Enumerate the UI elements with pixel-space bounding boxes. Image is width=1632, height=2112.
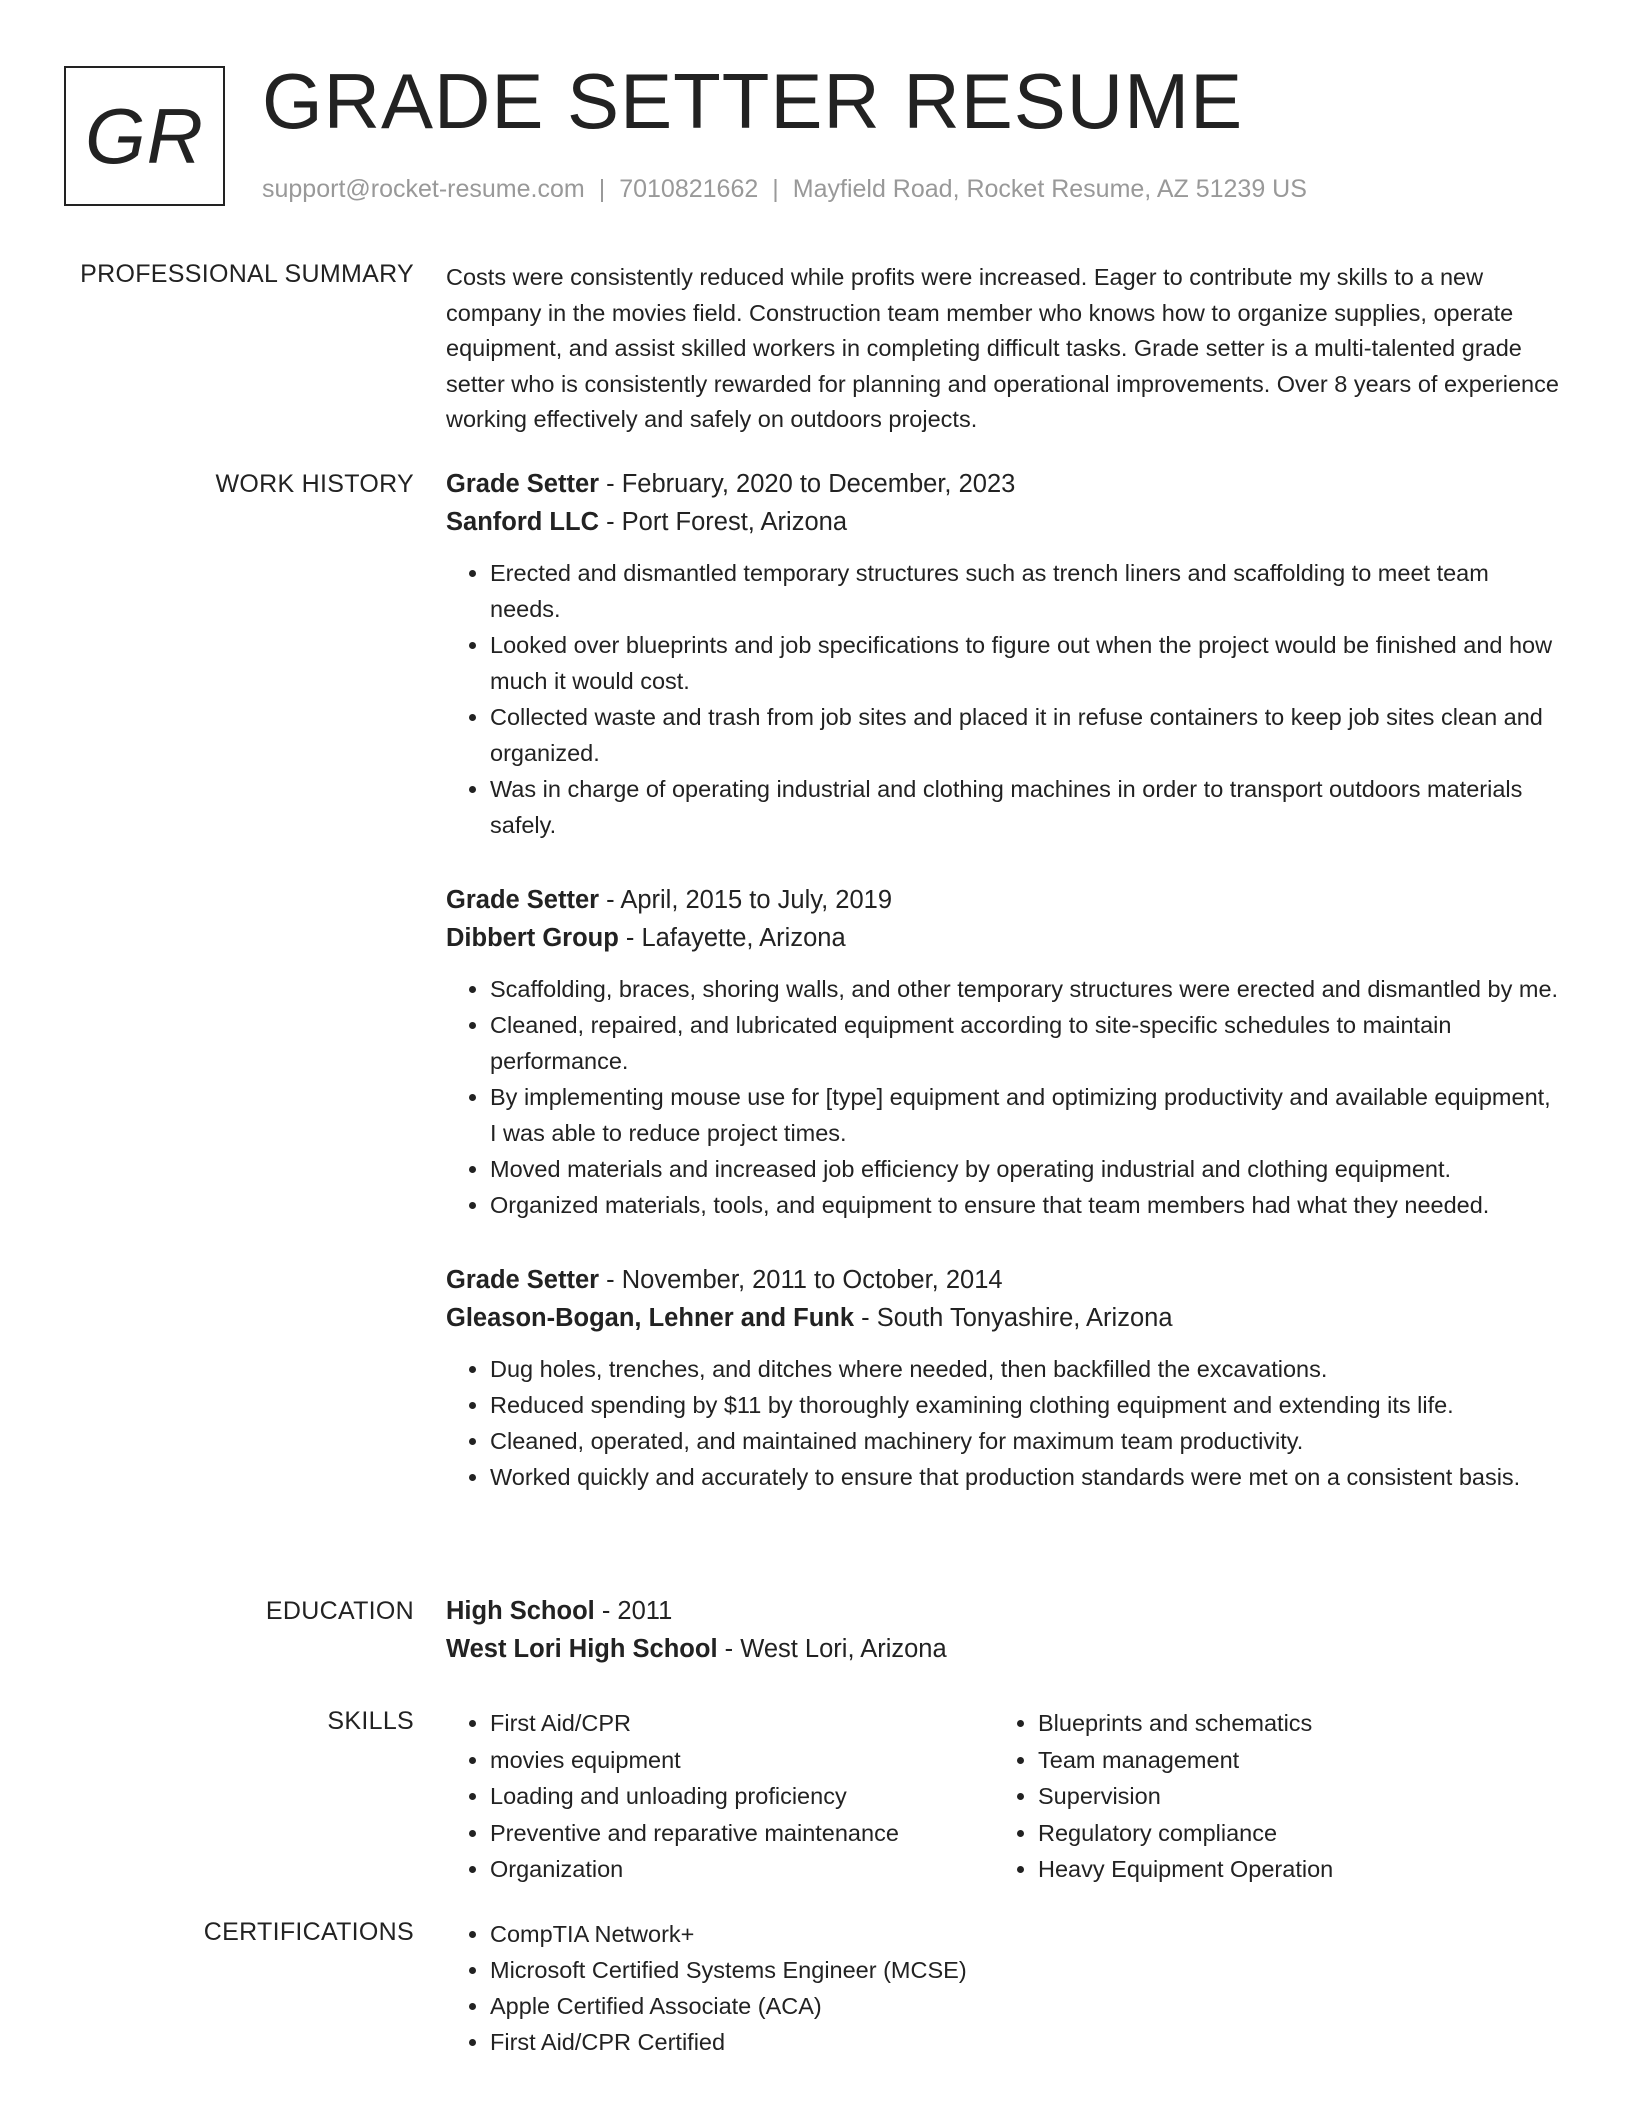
skill-item: • Blueprints and schematics [1038,1705,1542,1742]
skill-item: • Regulatory compliance [1038,1815,1542,1852]
job-bullets [446,555,1562,843]
skills-column-left [446,1705,994,1888]
job-bullet: • Collected waste and trash from job sites and placed it in refuse containers to keep job sites clean and organized. [490,699,1562,771]
job-title: Grade Setter [446,1266,600,1294]
job-bullet: • By implementing mouse use for [type] equipment and optimizing productivity and available equipment, I was able to reduce project times. [490,1079,1562,1151]
contact-separator: | [772,175,779,203]
job-bullets [446,971,1562,1223]
job-dates: - November, 2011 to October, 2014 [599,1266,1003,1294]
section-label-work: WORK HISTORY [215,470,414,498]
job-title-line [446,881,1562,919]
job-location: - Port Forest, Arizona [599,508,848,536]
contact-line [262,175,1307,204]
job-bullets [446,1351,1562,1495]
certification-item: • First Aid/CPR Certified [490,2024,1562,2060]
contact-address: Mayfield Road, Rocket Resume, AZ 51239 US [792,175,1307,203]
education-school-line [446,1630,1562,1668]
monogram: GR [85,91,204,180]
job-title: Grade Setter [446,886,600,914]
certification-item: • CompTIA Network+ [490,1916,1562,1952]
job-entry [446,1261,1562,1495]
job-bullet: • Cleaned, operated, and maintained machinery for maximum team productivity. [490,1423,1562,1459]
skill-item: • movies equipment [490,1742,994,1779]
certifications-list [446,1916,1562,2060]
job-bullet: • Erected and dismantled temporary structures such as trench liners and scaffolding to meet team needs. [490,555,1562,627]
job-company: Gleason-Bogan, Lehner and Funk [446,1304,855,1332]
education-degree: High School [446,1597,595,1625]
skill-item: • Supervision [1038,1778,1542,1815]
contact-phone[interactable]: 7010821662 [619,175,759,203]
certification-item: • Apple Certified Associate (ACA) [490,1988,1562,2024]
job-dates: - February, 2020 to December, 2023 [599,470,1016,498]
monogram-box [64,66,225,206]
skill-item: • Loading and unloading proficiency [490,1778,994,1815]
job-bullet: • Scaffolding, braces, shoring walls, and other temporary structures were erected and dismantled by me. [490,971,1562,1007]
contact-email[interactable]: support@rocket-resume.com [262,175,585,203]
education-school: West Lori High School [446,1635,718,1663]
job-bullet: • Was in charge of operating industrial and clothing machines in order to transport outdoors materials safely. [490,771,1562,843]
job-bullet: • Looked over blueprints and job specifications to figure out when the project would be finished and how much it would cost. [490,627,1562,699]
education-location: - West Lori, Arizona [717,1635,947,1663]
summary-text: Costs were consistently reduced while profits were increased. Eager to contribute my skills to a new company in the movies field. Construction team member who knows how to organize supplies, operate equipment, and assist skilled workers in completing difficult tasks. Grade setter is a multi-talented grade setter who is consistently rewarded for planning and operational improvements. Over 8 years of experience working effectively and safely on outdoors projects. [446,264,1559,432]
job-company-line [446,503,1562,541]
job-company-line [446,919,1562,957]
certification-item: • Microsoft Certified Systems Engineer (MCSE) [490,1952,1562,1988]
job-entry [446,881,1562,1223]
job-dates: - April, 2015 to July, 2019 [599,886,893,914]
jobs-list [446,465,1562,1533]
education-degree-line [446,1592,1562,1630]
job-company-line [446,1299,1562,1337]
job-bullet: • Organized materials, tools, and equipment to ensure that team members had what they needed. [490,1187,1562,1223]
job-title: Grade Setter [446,470,600,498]
job-title-line [446,1261,1562,1299]
skill-item: • Preventive and reparative maintenance [490,1815,994,1852]
contact-separator: | [598,175,606,203]
skill-item: • Organization [490,1851,994,1888]
job-title-line [446,465,1562,503]
job-location: - Lafayette, Arizona [618,924,846,952]
job-bullet: • Dug holes, trenches, and ditches where needed, then backfilled the excavations. [490,1351,1562,1387]
skills-grid [446,1705,1562,1888]
job-entry [446,465,1562,843]
resume-title: GRADE SETTER RESUME [262,57,1244,145]
section-label-education: EDUCATION [265,1597,414,1625]
job-bullet: • Cleaned, repaired, and lubricated equipment according to site-specific schedules to maintain performance. [490,1007,1562,1079]
job-bullet: • Worked quickly and accurately to ensure that production standards were met on a consistent basis. [490,1459,1562,1495]
job-bullet: • Moved materials and increased job efficiency by operating industrial and clothing equipment. [490,1151,1562,1187]
section-label-certifications: CERTIFICATIONS [203,1918,414,1946]
section-label-skills: SKILLS [327,1707,414,1735]
skill-item: • Team management [1038,1742,1542,1779]
job-location: - South Tonyashire, Arizona [854,1304,1173,1332]
job-bullet: • Reduced spending by $11 by thoroughly examining clothing equipment and extending its life. [490,1387,1562,1423]
job-company: Dibbert Group [446,924,619,952]
section-label-summary: PROFESSIONAL SUMMARY [80,260,414,288]
education-year: - 2011 [594,1597,673,1625]
job-company: Sanford LLC [446,508,599,536]
skills-column-right [994,1705,1542,1888]
skill-item: • First Aid/CPR [490,1705,994,1742]
skill-item: • Heavy Equipment Operation [1038,1851,1542,1888]
